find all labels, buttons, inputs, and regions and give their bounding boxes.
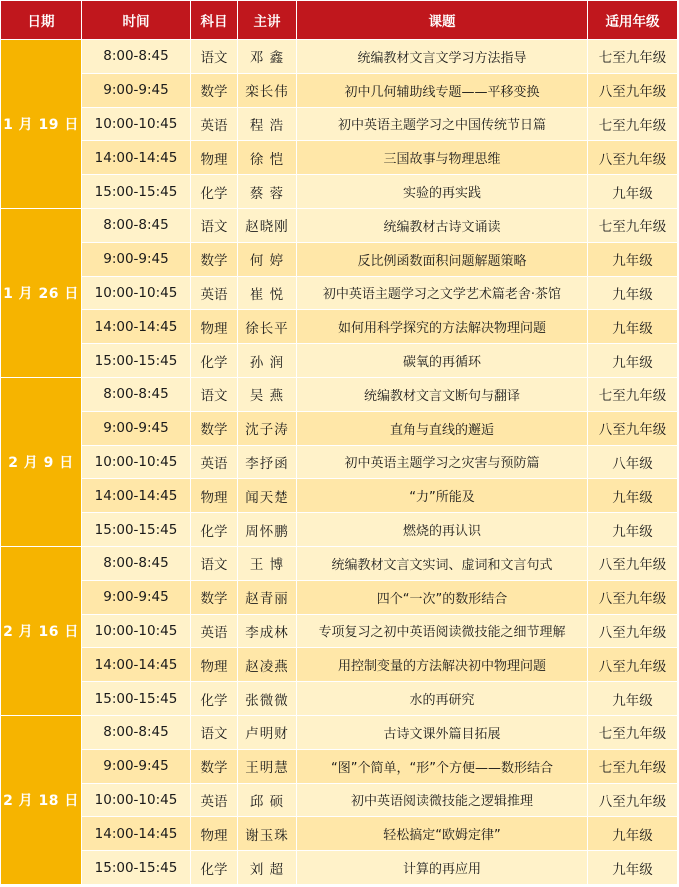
time-cell: 14:00-14:45 — [82, 479, 191, 513]
time-cell: 15:00-15:45 — [82, 513, 191, 547]
teacher-cell: 沈子涛 — [238, 411, 297, 445]
table-row — [1, 580, 678, 614]
teacher-cell: 蔡 蓉 — [238, 175, 297, 209]
table-row — [1, 208, 678, 242]
table-row — [1, 648, 678, 682]
teacher-cell: 赵青丽 — [238, 580, 297, 614]
subject-cell: 化学 — [191, 513, 238, 547]
time-cell: 8:00-8:45 — [82, 40, 191, 74]
teacher-cell: 赵凌燕 — [238, 648, 297, 682]
grade-cell: 九年级 — [588, 175, 678, 209]
header-row — [1, 1, 678, 40]
title-cell: 初中几何辅助线专题——平移变换 — [297, 73, 588, 107]
subject-cell: 语文 — [191, 715, 238, 749]
title-cell: 轻松搞定“欧姆定律” — [297, 817, 588, 851]
subject-cell: 化学 — [191, 175, 238, 209]
title-cell: 初中英语主题学习之文学艺术篇老舍·茶馆 — [297, 276, 588, 310]
time-cell: 9:00-9:45 — [82, 242, 191, 276]
grade-cell: 七至九年级 — [588, 377, 678, 411]
title-cell: 初中英语主题学习之中国传统节日篇 — [297, 107, 588, 141]
teacher-cell: 吴 燕 — [238, 377, 297, 411]
header-title: 课题 — [297, 1, 588, 40]
teacher-cell: 邱 硕 — [238, 783, 297, 817]
time-cell: 10:00-10:45 — [82, 783, 191, 817]
teacher-cell: 李成林 — [238, 614, 297, 648]
table-row — [1, 817, 678, 851]
teacher-cell: 王 博 — [238, 546, 297, 580]
subject-cell: 语文 — [191, 546, 238, 580]
time-cell: 14:00-14:45 — [82, 141, 191, 175]
teacher-cell: 谢玉珠 — [238, 817, 297, 851]
grade-cell: 九年级 — [588, 513, 678, 547]
date-cell: 2 月 16 日 — [1, 546, 82, 715]
table-row — [1, 310, 678, 344]
title-cell: “力”所能及 — [297, 479, 588, 513]
header-subject: 科目 — [191, 1, 238, 40]
table-row — [1, 513, 678, 547]
subject-cell: 英语 — [191, 107, 238, 141]
teacher-cell: 孙 润 — [238, 344, 297, 378]
grade-cell: 八至九年级 — [588, 411, 678, 445]
title-cell: 专项复习之初中英语阅读微技能之细节理解 — [297, 614, 588, 648]
header-grade: 适用年级 — [588, 1, 678, 40]
title-cell: 统编教材文言文实词、虚词和文言句式 — [297, 546, 588, 580]
title-cell: 用控制变量的方法解决初中物理问题 — [297, 648, 588, 682]
subject-cell: 化学 — [191, 344, 238, 378]
subject-cell: 物理 — [191, 817, 238, 851]
grade-cell: 七至九年级 — [588, 208, 678, 242]
header-time: 时间 — [82, 1, 191, 40]
subject-cell: 物理 — [191, 141, 238, 175]
time-cell: 15:00-15:45 — [82, 851, 191, 885]
title-cell: 统编教材文言文学习方法指导 — [297, 40, 588, 74]
teacher-cell: 何 婷 — [238, 242, 297, 276]
grade-cell: 八年级 — [588, 445, 678, 479]
subject-cell: 化学 — [191, 682, 238, 716]
subject-cell: 数学 — [191, 73, 238, 107]
title-cell: 计算的再应用 — [297, 851, 588, 885]
title-cell: 统编教材文言文断句与翻译 — [297, 377, 588, 411]
title-cell: 直角与直线的邂逅 — [297, 411, 588, 445]
time-cell: 15:00-15:45 — [82, 175, 191, 209]
table-row — [1, 715, 678, 749]
time-cell: 9:00-9:45 — [82, 580, 191, 614]
grade-cell: 九年级 — [588, 479, 678, 513]
date-cell: 1 月 19 日 — [1, 40, 82, 209]
title-cell: 实验的再实践 — [297, 175, 588, 209]
header-teacher: 主讲 — [238, 1, 297, 40]
teacher-cell: 张微微 — [238, 682, 297, 716]
teacher-cell: 邓 鑫 — [238, 40, 297, 74]
time-cell: 14:00-14:45 — [82, 817, 191, 851]
time-cell: 15:00-15:45 — [82, 682, 191, 716]
grade-cell: 八至九年级 — [588, 141, 678, 175]
subject-cell: 语文 — [191, 208, 238, 242]
subject-cell: 化学 — [191, 851, 238, 885]
title-cell: 三国故事与物理思维 — [297, 141, 588, 175]
title-cell: “图”个简单，“形”个方便——数形结合 — [297, 749, 588, 783]
title-cell: 统编教材古诗文诵读 — [297, 208, 588, 242]
teacher-cell: 王明慧 — [238, 749, 297, 783]
title-cell: 古诗文课外篇目拓展 — [297, 715, 588, 749]
teacher-cell: 徐 恺 — [238, 141, 297, 175]
time-cell: 14:00-14:45 — [82, 310, 191, 344]
teacher-cell: 栾长伟 — [238, 73, 297, 107]
grade-cell: 八至九年级 — [588, 614, 678, 648]
table-row — [1, 783, 678, 817]
table-row — [1, 344, 678, 378]
header-date: 日期 — [1, 1, 82, 40]
subject-cell: 语文 — [191, 377, 238, 411]
schedule-body — [1, 40, 678, 885]
time-cell: 8:00-8:45 — [82, 546, 191, 580]
title-cell: 初中英语主题学习之灾害与预防篇 — [297, 445, 588, 479]
time-cell: 9:00-9:45 — [82, 73, 191, 107]
grade-cell: 八至九年级 — [588, 648, 678, 682]
grade-cell: 九年级 — [588, 242, 678, 276]
table-row — [1, 141, 678, 175]
grade-cell: 九年级 — [588, 310, 678, 344]
subject-cell: 数学 — [191, 242, 238, 276]
teacher-cell: 崔 悦 — [238, 276, 297, 310]
grade-cell: 七至九年级 — [588, 715, 678, 749]
grade-cell: 九年级 — [588, 682, 678, 716]
subject-cell: 数学 — [191, 411, 238, 445]
table-row — [1, 445, 678, 479]
time-cell: 14:00-14:45 — [82, 648, 191, 682]
time-cell: 8:00-8:45 — [82, 715, 191, 749]
title-cell: 如何用科学探究的方法解决物理问题 — [297, 310, 588, 344]
table-row — [1, 546, 678, 580]
time-cell: 15:00-15:45 — [82, 344, 191, 378]
table-row — [1, 479, 678, 513]
time-cell: 8:00-8:45 — [82, 208, 191, 242]
table-row — [1, 377, 678, 411]
table-row — [1, 276, 678, 310]
date-cell: 1 月 26 日 — [1, 208, 82, 377]
subject-cell: 数学 — [191, 580, 238, 614]
teacher-cell: 徐长平 — [238, 310, 297, 344]
grade-cell: 七至九年级 — [588, 749, 678, 783]
grade-cell: 九年级 — [588, 851, 678, 885]
grade-cell: 九年级 — [588, 276, 678, 310]
table-row — [1, 749, 678, 783]
title-cell: 水的再研究 — [297, 682, 588, 716]
title-cell: 四个“一次”的数形结合 — [297, 580, 588, 614]
grade-cell: 九年级 — [588, 344, 678, 378]
teacher-cell: 赵晓刚 — [238, 208, 297, 242]
table-row — [1, 851, 678, 885]
table-row — [1, 107, 678, 141]
subject-cell: 物理 — [191, 648, 238, 682]
time-cell: 10:00-10:45 — [82, 276, 191, 310]
title-cell: 燃烧的再认识 — [297, 513, 588, 547]
time-cell: 9:00-9:45 — [82, 749, 191, 783]
grade-cell: 八至九年级 — [588, 546, 678, 580]
time-cell: 10:00-10:45 — [82, 107, 191, 141]
teacher-cell: 程 浩 — [238, 107, 297, 141]
time-cell: 10:00-10:45 — [82, 614, 191, 648]
table-row — [1, 242, 678, 276]
table-row — [1, 411, 678, 445]
time-cell: 8:00-8:45 — [82, 377, 191, 411]
table-row — [1, 40, 678, 74]
teacher-cell: 闻天楚 — [238, 479, 297, 513]
subject-cell: 英语 — [191, 445, 238, 479]
grade-cell: 七至九年级 — [588, 107, 678, 141]
table-row — [1, 175, 678, 209]
subject-cell: 英语 — [191, 614, 238, 648]
date-cell: 2 月 18 日 — [1, 715, 82, 884]
teacher-cell: 卢明财 — [238, 715, 297, 749]
subject-cell: 英语 — [191, 783, 238, 817]
table-row — [1, 682, 678, 716]
time-cell: 9:00-9:45 — [82, 411, 191, 445]
subject-cell: 物理 — [191, 479, 238, 513]
time-cell: 10:00-10:45 — [82, 445, 191, 479]
grade-cell: 七至九年级 — [588, 40, 678, 74]
title-cell: 碳氧的再循环 — [297, 344, 588, 378]
date-cell: 2 月 9 日 — [1, 377, 82, 546]
grade-cell: 八至九年级 — [588, 73, 678, 107]
teacher-cell: 刘 超 — [238, 851, 297, 885]
table-row — [1, 614, 678, 648]
subject-cell: 语文 — [191, 40, 238, 74]
teacher-cell: 周怀鹏 — [238, 513, 297, 547]
subject-cell: 物理 — [191, 310, 238, 344]
grade-cell: 九年级 — [588, 817, 678, 851]
title-cell: 初中英语阅读微技能之逻辑推理 — [297, 783, 588, 817]
subject-cell: 数学 — [191, 749, 238, 783]
grade-cell: 八至九年级 — [588, 580, 678, 614]
table-row — [1, 73, 678, 107]
title-cell: 反比例函数面积问题解题策略 — [297, 242, 588, 276]
grade-cell: 八至九年级 — [588, 783, 678, 817]
teacher-cell: 李抒函 — [238, 445, 297, 479]
subject-cell: 英语 — [191, 276, 238, 310]
